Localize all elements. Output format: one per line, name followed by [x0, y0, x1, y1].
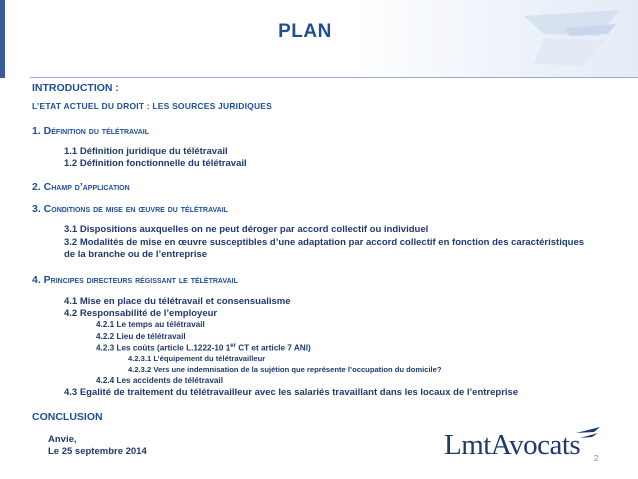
logo-swoosh-icon	[576, 427, 600, 441]
section-conclusion: CONCLUSION	[32, 411, 103, 423]
section-4: 4. Principes directeurs régissant le télétravail	[32, 274, 238, 286]
section-etat-du-droit: L’ETAT ACTUEL DU DROIT : LES SOURCES JURIDIQUES	[32, 101, 273, 111]
section-4-2-2: 4.2.2 Lieu de télétravail	[96, 332, 186, 341]
section-4-2-3-2: 4.2.3.2 Vers une indemnisation de la sujétion que représente l’occupation du domicile?	[128, 365, 442, 374]
section-1-1: 1.1 Définition juridique du télétravail	[64, 146, 228, 157]
section-4-2-3	[96, 343, 311, 353]
section-2: 2. Champ d’application	[32, 181, 130, 193]
section-1-2: 1.2 Définition fonctionnelle du télétravail	[64, 158, 247, 169]
section-4-2-3-1: 4.2.3.1 L’équipement du télétravailleur	[128, 354, 266, 363]
section-4-2-4: 4.2.4 Les accidents de télétravail	[96, 376, 223, 385]
lmt-avocats-logo	[444, 429, 580, 462]
footer-place: Anvie,	[48, 434, 77, 445]
section-3-2-continued: de la branche ou de l’entreprise	[64, 249, 208, 260]
section-introduction: INTRODUCTION :	[32, 82, 119, 94]
page-number: 2	[594, 454, 599, 463]
slide-header	[0, 0, 638, 78]
header-divider	[30, 77, 638, 78]
slide-title: PLAN	[278, 21, 332, 42]
section-4-2-1: 4.2.1 Le temps au télétravail	[96, 320, 205, 329]
footer-date: Le 25 septembre 2014	[48, 446, 147, 457]
section-4-2-3-sup: er	[230, 343, 236, 349]
section-3-2: 3.2 Modalités de mise en œuvre susceptibles d’une adaptation par accord collectif en fonction des caractéristiques	[64, 237, 585, 248]
section-4-2-3-rest: CT et article 7 ANI)	[235, 343, 311, 353]
section-3-1: 3.1 Dispositions auxquelles on ne peut déroger par accord collectif ou individuel	[64, 224, 429, 235]
section-3: 3. Conditions de mise en œuvre du télétravail	[32, 203, 228, 215]
section-4-1: 4.1 Mise en place du télétravail et consensualisme	[64, 296, 291, 307]
section-4-3: 4.3 Egalité de traitement du télétravailleur avec les salariés travaillant dans les locaux de l’entreprise	[64, 387, 519, 398]
logo-text: LmtAvocats	[444, 429, 581, 461]
section-4-2-3-text: 4.2.3 Les coûts (article L.1222-10 1	[96, 343, 231, 353]
section-4-2: 4.2 Responsabilité de l’employeur	[64, 308, 218, 319]
section-1: 1. Définition du télétravail	[32, 125, 149, 137]
